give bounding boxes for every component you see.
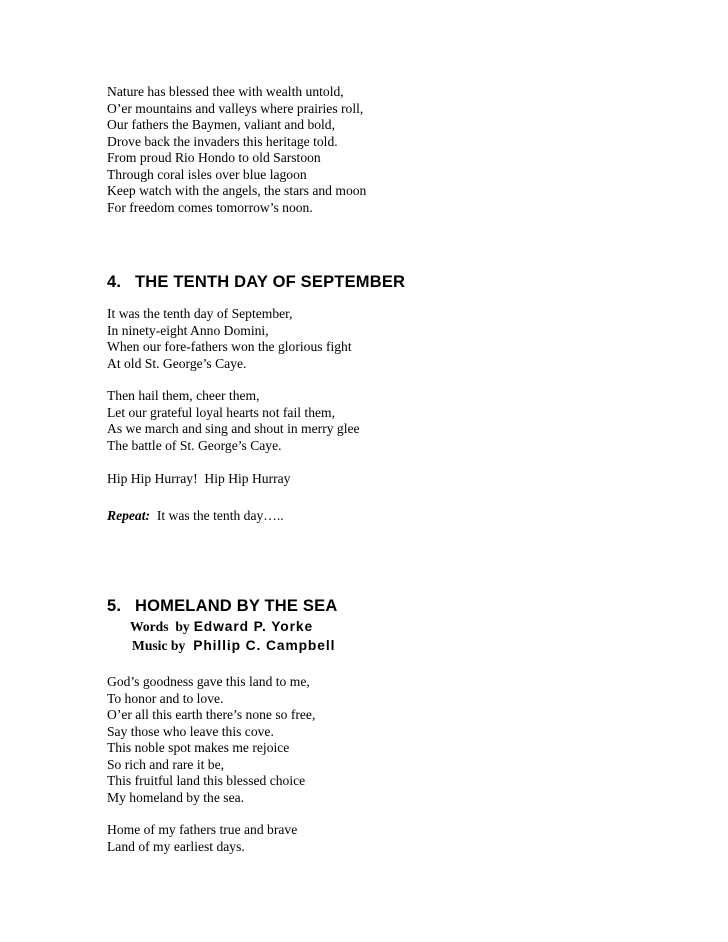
verse-line: The battle of St. George’s Caye. [107,437,282,453]
section-5-stanza-2 [107,822,297,855]
section-4-stanza-2 [107,388,360,454]
repeat-instruction [107,508,284,525]
verse-line: For freedom comes tomorrow’s noon. [107,199,313,215]
verse-line: Home of my fathers true and brave [107,822,298,837]
verse-line: To honor and to love. [107,690,224,706]
section-5-stanza-1 [107,674,315,806]
section-5-heading [107,596,337,616]
words-credit [130,618,313,636]
verse-line: Our fathers the Baymen, valiant and bold, [107,117,336,132]
verse-line: Say those who leave this cove. [107,723,274,739]
music-credit [132,637,335,655]
verse-line: It was the tenth day of September, [107,306,293,321]
verse-line: Let our grateful loyal hearts not fail them, [107,404,335,420]
repeat-text: It was the tenth day….. [156,508,284,523]
section-title: HOMELAND BY THE SEA [135,597,338,615]
cheer-line-block [107,471,290,488]
verse-line: As we march and sing and shout in merry glee [107,421,360,436]
verse-line: Through coral isles over blue lagoon [107,166,307,182]
verse-line: When our fore-fathers won the glorious fight [107,339,352,354]
music-label: Music by [132,638,186,653]
section-4-heading [107,272,405,292]
verse-line: O’er all this earth there’s none so free, [107,707,316,722]
music-author: Phillip C. Campbell [193,638,336,653]
verse-line: This noble spot makes me rejoice [107,740,290,755]
verse-line: God’s goodness gave this land to me, [107,674,310,689]
section-4-stanza-1 [107,306,352,372]
words-author: Edward P. Yorke [193,619,314,634]
verse-line: Land of my earliest days. [107,838,245,854]
verse-line: In ninety-eight Anno Domini, [107,322,269,338]
cheer-line: Hip Hip Hurray! Hip Hip Hurray [107,471,291,486]
words-label: Words by [130,619,190,634]
section-number: 5. [107,597,122,615]
section-title: THE TENTH DAY OF SEPTEMBER [135,273,406,291]
verse-line: Keep watch with the angels, the stars and moon [107,183,367,198]
verse-line: This fruitful land this blessed choice [107,773,306,788]
verse-line: From proud Rio Hondo to old Sarstoon [107,150,321,165]
verse-line: At old St. George’s Caye. [107,355,247,371]
verse-top [107,84,366,216]
verse-line: My homeland by the sea. [107,789,245,805]
verse-line: Then hail them, cheer them, [107,388,260,403]
verse-line: Nature has blessed thee with wealth untold, [107,84,344,99]
verse-line: O’er mountains and valleys where prairies roll, [107,100,364,116]
section-number: 4. [107,273,122,291]
verse-line: So rich and rare it be, [107,756,225,772]
repeat-label: Repeat: [107,508,151,523]
verse-line: Drove back the invaders this heritage told. [107,133,338,149]
repeat-line [107,508,284,525]
